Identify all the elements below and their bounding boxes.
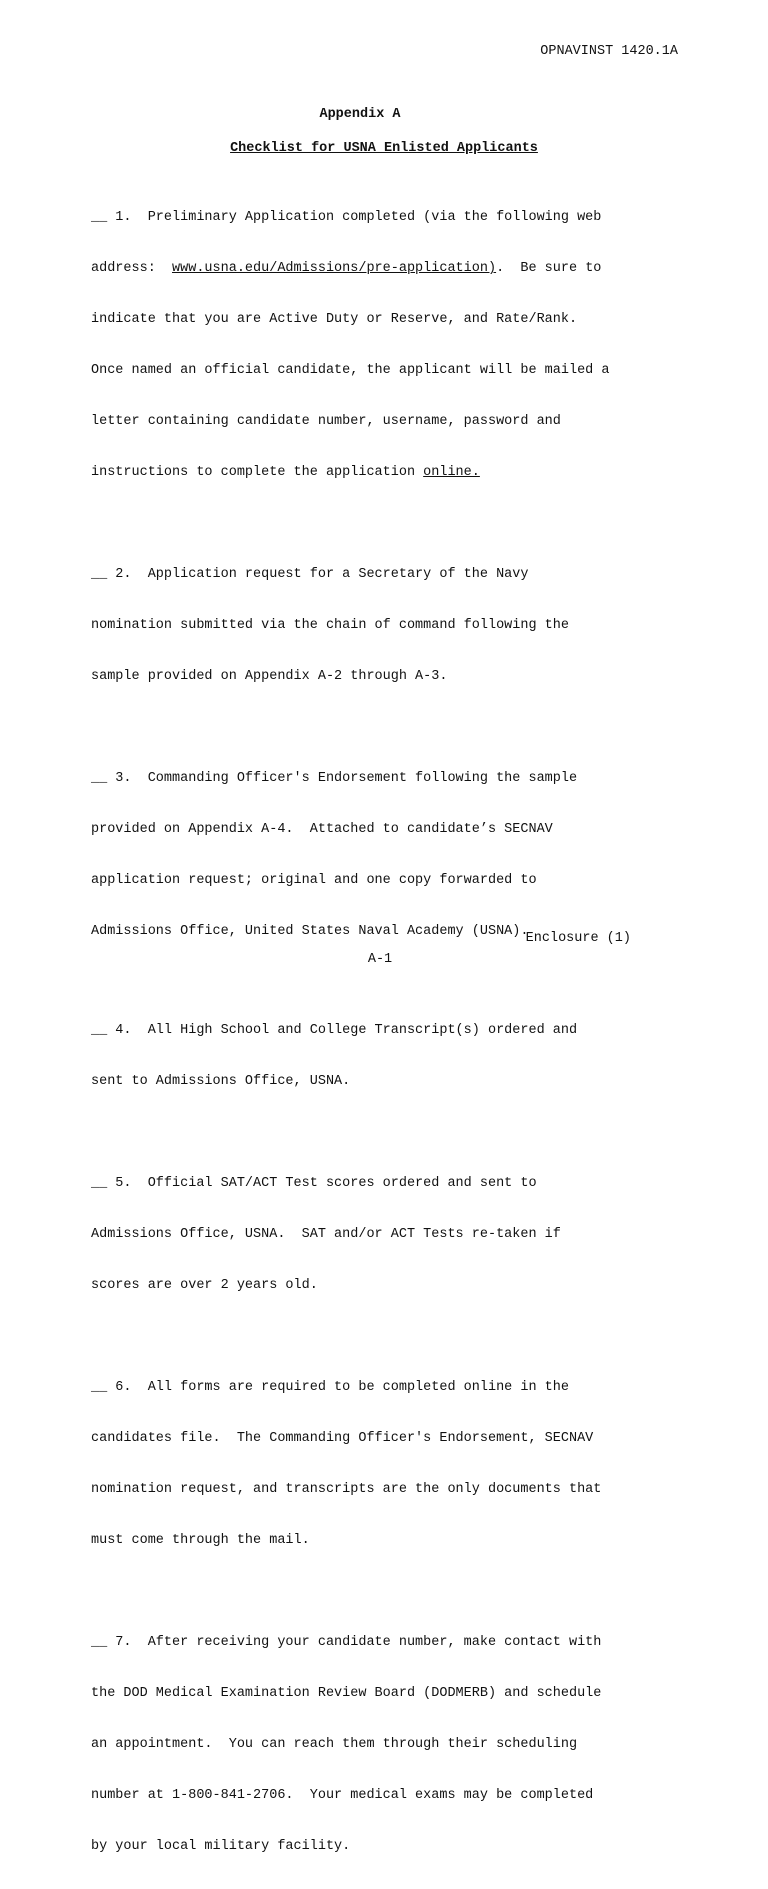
checklist-item-2	[91, 532, 681, 719]
item-line: indicate that you are Active Duty or Reserve, and Rate/Rank.	[91, 312, 578, 327]
item-line: Admissions Office, United States Naval Academy (USNA).	[91, 924, 529, 939]
item-line: must come through the mail.	[91, 1533, 310, 1548]
item-line: provided on Appendix A-4. Attached to candidate’s SECNAV	[91, 822, 553, 837]
item-line: __ 4. All High School and College Transcript(s) ordered and	[91, 1023, 578, 1038]
line-prefix: address:	[91, 261, 173, 276]
item-line: number at 1-800-841-2706. Your medical exams may be completed	[91, 1788, 594, 1803]
item-line: scores are over 2 years old.	[91, 1278, 318, 1293]
item-line: the DOD Medical Examination Review Board (DODMERB) and schedule	[91, 1686, 602, 1701]
item-line: sent to Admissions Office, USNA.	[91, 1074, 351, 1089]
line-prefix: instructions to complete the application	[91, 465, 424, 480]
item-line: __ 1. Preliminary Application completed (via the following web	[91, 210, 602, 225]
checklist-item-1	[91, 175, 681, 515]
checklist-item-4	[91, 988, 681, 1124]
item-line: __ 3. Commanding Officer's Endorsement following the sample	[91, 771, 578, 786]
item-line: candidates file. The Commanding Officer's Endorsement, SECNAV	[91, 1431, 594, 1446]
item-line: nomination submitted via the chain of command following the	[91, 618, 569, 633]
item-line: __ 5. Official SAT/ACT Test scores ordered and sent to	[91, 1176, 537, 1191]
item-line: __ 7. After receiving your candidate number, make contact with	[91, 1635, 602, 1650]
item-line: an appointment. You can reach them through their scheduling	[91, 1737, 578, 1752]
page-title: Checklist for USNA Enlisted Applicants	[230, 141, 538, 156]
enclosure-label: Enclosure (1)	[525, 931, 631, 946]
item-line: by your local military facility.	[91, 1839, 351, 1854]
item-line: Once named an official candidate, the applicant will be mailed a	[91, 363, 610, 378]
item-line: __ 6. All forms are required to be completed online in the	[91, 1380, 569, 1395]
appendix-label: Appendix A	[319, 107, 401, 122]
pre-application-link[interactable]: www.usna.edu/Admissions/pre-application)	[172, 261, 497, 276]
item-line: __ 2. Application request for a Secretary of the Navy	[91, 567, 529, 582]
checklist-item-5	[91, 1141, 681, 1328]
item-line	[91, 464, 681, 481]
document-number: OPNAVINST 1420.1A	[540, 44, 678, 59]
checklist-item-6	[91, 1345, 681, 1583]
checklist	[91, 175, 681, 1889]
item-line: letter containing candidate number, username, password and	[91, 414, 561, 429]
line-suffix: . Be sure to	[496, 261, 602, 276]
item-line: application request; original and one copy forwarded to	[91, 873, 537, 888]
item-line: nomination request, and transcripts are the only documents that	[91, 1482, 602, 1497]
checklist-item-7	[91, 1600, 681, 1889]
online-link[interactable]: online.	[423, 465, 480, 480]
item-line: Admissions Office, USNA. SAT and/or ACT Tests re-taken if	[91, 1227, 561, 1242]
page-number: A-1	[367, 952, 393, 967]
item-line: sample provided on Appendix A-2 through A-3.	[91, 669, 448, 684]
item-line	[91, 260, 681, 277]
